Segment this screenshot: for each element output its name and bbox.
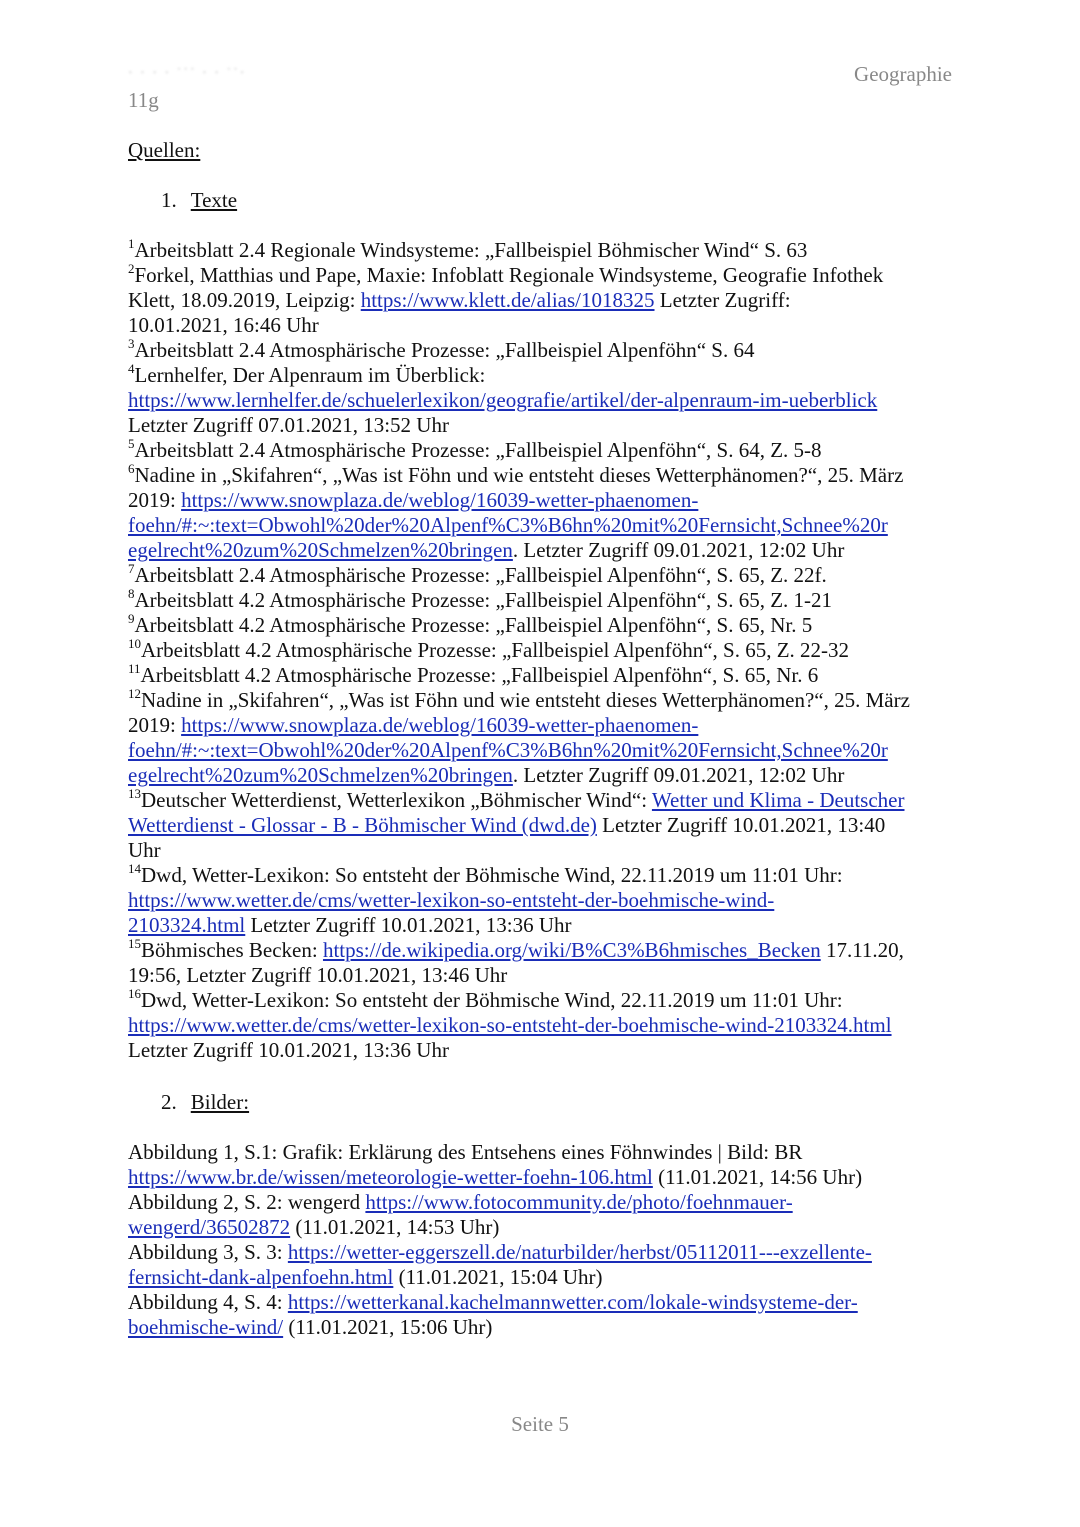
footnote-entry (128, 438, 958, 463)
reference-link[interactable]: https://wetterkanal.kachelmannwetter.com/lokale-windsysteme-der- (287, 1290, 858, 1314)
reference-link[interactable]: foehn/#:~:text=Obwohl%20der%20Alpenf%C3%B6hn%20mit%20Fernsicht,Schnee%20r (128, 513, 888, 537)
footnote-number: 7 (128, 561, 135, 576)
footnote-entry-continuation (128, 513, 958, 538)
reference-text: Arbeitsblatt 2.4 Atmosphärische Prozesse: „Fallbeispiel Alpenföhn“, S. 64, Z. 5-8 (134, 438, 822, 462)
footnote-entry-continuation (128, 288, 958, 313)
footnote-entry-continuation (128, 963, 958, 988)
reference-text: Letzter Zugriff 10.01.2021, 13:36 Uhr (245, 913, 572, 937)
image-reference-line (128, 1190, 958, 1215)
footnote-entry-continuation (128, 913, 958, 938)
footnote-number: 15 (128, 936, 141, 951)
reference-text: Abbildung 2, S. 2: wengerd (128, 1190, 366, 1214)
section-number: 2. (161, 1090, 177, 1114)
text-references-list (128, 238, 958, 1063)
reference-text: . Letzter Zugriff 09.01.2021, 12:02 Uhr (512, 763, 845, 787)
footnote-entry (128, 688, 958, 713)
footnote-entry (128, 238, 958, 263)
reference-text: 19:56, Letzter Zugriff 10.01.2021, 13:46 Uhr (128, 963, 508, 987)
footnote-number: 4 (128, 361, 135, 376)
footnote-entry-continuation (128, 738, 958, 763)
reference-text: 17.11.20, (820, 938, 904, 962)
reference-link[interactable]: https://www.br.de/wissen/meteorologie-wetter-foehn-106.html (128, 1165, 653, 1189)
image-reference-line (128, 1290, 958, 1315)
footnote-entry (128, 338, 958, 363)
footnote-number: 11 (128, 661, 141, 676)
footnote-entry-continuation (128, 888, 958, 913)
footnote-number: 5 (128, 436, 135, 451)
reference-text: 10.01.2021, 16:46 Uhr (128, 313, 319, 337)
reference-text: Nadine in „Skifahren“, „Was ist Föhn und wie entsteht dieses Wetterphänomen?“, 25. März (141, 688, 910, 712)
reference-text: Arbeitsblatt 2.4 Atmosphärische Prozesse: „Fallbeispiel Alpenföhn“, S. 65, Z. 22f. (134, 563, 827, 587)
reference-text: Letzter Zugriff: (654, 288, 791, 312)
reference-link[interactable]: https://www.snowplaza.de/weblog/16039-wetter-phaenomen- (181, 488, 699, 512)
footnote-entry (128, 638, 958, 663)
class-label: 11g (128, 88, 159, 112)
image-reference-line (128, 1265, 958, 1290)
section-images-heading (161, 1090, 249, 1115)
footnote-entry (128, 363, 958, 388)
reference-text: 2019: (128, 488, 182, 512)
footnote-entry (128, 588, 958, 613)
reference-link[interactable]: Wetterdienst - Glossar - B - Böhmischer Wind (dwd.de) (128, 813, 597, 837)
image-reference-line (128, 1315, 958, 1340)
footnote-entry (128, 613, 958, 638)
footnote-number: 14 (128, 861, 141, 876)
reference-text: (11.01.2021, 15:04 Uhr) (393, 1265, 603, 1289)
footnote-number: 8 (128, 586, 135, 601)
footnote-number: 12 (128, 686, 141, 701)
footnote-number: 9 (128, 611, 135, 626)
footnote-entry-continuation (128, 813, 958, 838)
redacted-author-name: · · · · ˙˙˙ · · ˙˙· (128, 66, 247, 81)
footnote-number: 3 (128, 336, 135, 351)
image-references-list (128, 1140, 958, 1340)
footnote-entry-continuation (128, 1038, 958, 1063)
footnote-number: 1 (128, 236, 135, 251)
reference-text: Letzter Zugriff 10.01.2021, 13:36 Uhr (128, 1038, 449, 1062)
image-reference-line (128, 1140, 958, 1165)
footnote-entry (128, 788, 958, 813)
footnote-number: 6 (128, 461, 135, 476)
reference-text: Dwd, Wetter-Lexikon: So entsteht der Böhmische Wind, 22.11.2019 um 11:01 Uhr: (141, 988, 843, 1012)
footnote-entry (128, 563, 958, 588)
reference-text: (11.01.2021, 14:56 Uhr) (652, 1165, 863, 1189)
reference-text: Dwd, Wetter-Lexikon: So entsteht der Böhmische Wind, 22.11.2019 um 11:01 Uhr: (141, 863, 843, 887)
reference-text: Arbeitsblatt 4.2 Atmosphärische Prozesse: „Fallbeispiel Alpenföhn“, S. 65, Nr. 6 (140, 663, 819, 687)
section-texts-heading (161, 188, 237, 213)
reference-text: Nadine in „Skifahren“, „Was ist Föhn und wie entsteht dieses Wetterphänomen?“, 25. März (134, 463, 904, 487)
footnote-entry (128, 988, 958, 1013)
section-label: Bilder: (190, 1090, 250, 1114)
sources-heading: Quellen: (128, 138, 201, 162)
subject-label: Geographie (854, 62, 952, 86)
reference-text: Deutscher Wetterdienst, Wetterlexikon „Böhmischer Wind“: (141, 788, 652, 812)
reference-text: Uhr (128, 838, 161, 862)
reference-link[interactable]: foehn/#:~:text=Obwohl%20der%20Alpenf%C3%B6hn%20mit%20Fernsicht,Schnee%20r (128, 738, 888, 762)
footnote-entry-continuation (128, 488, 958, 513)
footnote-entry (128, 663, 958, 688)
footnote-entry-continuation (128, 713, 958, 738)
reference-text: (11.01.2021, 15:06 Uhr) (283, 1315, 493, 1339)
reference-text: Forkel, Matthias und Pape, Maxie: Infoblatt Regionale Windsysteme, Geografie Infothek (134, 263, 884, 287)
reference-link[interactable]: Wetter und Klima - Deutscher (651, 788, 905, 812)
section-number: 1. (161, 188, 177, 212)
footnote-number: 10 (128, 636, 141, 651)
reference-text: Arbeitsblatt 4.2 Atmosphärische Prozesse: „Fallbeispiel Alpenföhn“, S. 65, Z. 1-21 (134, 588, 833, 612)
reference-text: 2019: (128, 713, 182, 737)
reference-text: Klett, 18.09.2019, Leipzig: (128, 288, 361, 312)
reference-link[interactable]: wengerd/36502872 (128, 1215, 291, 1239)
reference-text: Letzter Zugriff 07.01.2021, 13:52 Uhr (128, 413, 449, 437)
reference-text: . Letzter Zugriff 09.01.2021, 12:02 Uhr (512, 538, 845, 562)
reference-text: Arbeitsblatt 4.2 Atmosphärische Prozesse: „Fallbeispiel Alpenföhn“, S. 65, Nr. 5 (134, 613, 813, 637)
footnote-number: 2 (128, 261, 135, 276)
page-number: Seite 5 (511, 1412, 569, 1436)
reference-link[interactable]: egelrecht%20zum%20Schmelzen%20bringen (128, 538, 513, 562)
footnote-entry-continuation (128, 1013, 958, 1038)
footnote-entry-continuation (128, 538, 958, 563)
reference-link[interactable]: https://www.wetter.de/cms/wetter-lexikon-so-entsteht-der-boehmische-wind- (128, 888, 775, 912)
reference-link[interactable]: 2103324.html (128, 913, 246, 937)
reference-link[interactable]: https://www.wetter.de/cms/wetter-lexikon-so-entsteht-der-boehmische-wind-2103324.html (128, 1013, 892, 1037)
footnote-entry-continuation (128, 763, 958, 788)
reference-link[interactable]: https://www.snowplaza.de/weblog/16039-wetter-phaenomen- (181, 713, 699, 737)
footnote-entry-continuation (128, 313, 958, 338)
footnote-entry (128, 863, 958, 888)
reference-text: Abbildung 1, S.1: Grafik: Erklärung des Entsehens eines Föhnwindes | Bild: BR (128, 1140, 803, 1164)
image-reference-line (128, 1215, 958, 1240)
reference-link[interactable]: https://www.fotocommunity.de/photo/foehnmauer- (365, 1190, 793, 1214)
footnote-entry (128, 938, 958, 963)
reference-text: Böhmisches Becken: (141, 938, 323, 962)
footnote-entry-continuation (128, 838, 958, 863)
reference-text: Lernhelfer, Der Alpenraum im Überblick: (134, 363, 486, 387)
reference-link[interactable]: https://www.klett.de/alias/1018325 (360, 288, 655, 312)
reference-link[interactable]: https://www.lernhelfer.de/schuelerlexikon/geografie/artikel/der-alpenraum-im-ueberblick (128, 388, 878, 412)
footnote-entry-continuation (128, 413, 958, 438)
reference-text: Abbildung 3, S. 3: (128, 1240, 288, 1264)
reference-text: (11.01.2021, 14:53 Uhr) (290, 1215, 500, 1239)
reference-link[interactable]: https://de.wikipedia.org/wiki/B%C3%B6hmisches_Becken (322, 938, 821, 962)
image-reference-line (128, 1240, 958, 1265)
footnote-number: 13 (128, 786, 141, 801)
image-reference-line (128, 1165, 958, 1190)
reference-text: Arbeitsblatt 4.2 Atmosphärische Prozesse: „Fallbeispiel Alpenföhn“, S. 65, Z. 22-32 (141, 638, 850, 662)
footnote-entry (128, 463, 958, 488)
section-label: Texte (190, 188, 238, 212)
reference-text: Arbeitsblatt 2.4 Regionale Windsysteme: „Fallbeispiel Böhmischer Wind“ S. 63 (134, 238, 808, 262)
reference-link[interactable]: egelrecht%20zum%20Schmelzen%20bringen (128, 763, 513, 787)
reference-text: Arbeitsblatt 2.4 Atmosphärische Prozesse: „Fallbeispiel Alpenföhn“ S. 64 (134, 338, 755, 362)
footnote-entry (128, 263, 958, 288)
footnote-number: 16 (128, 986, 141, 1001)
reference-link[interactable]: fernsicht-dank-alpenfoehn.html (128, 1265, 394, 1289)
reference-text: Letzter Zugriff 10.01.2021, 13:40 (596, 813, 886, 837)
footnote-entry-continuation (128, 388, 958, 413)
reference-link[interactable]: boehmische-wind/ (128, 1315, 284, 1339)
reference-link[interactable]: https://wetter-eggerszell.de/naturbilder/herbst/05112011---exzellente- (287, 1240, 872, 1264)
reference-text: Abbildung 4, S. 4: (128, 1290, 288, 1314)
